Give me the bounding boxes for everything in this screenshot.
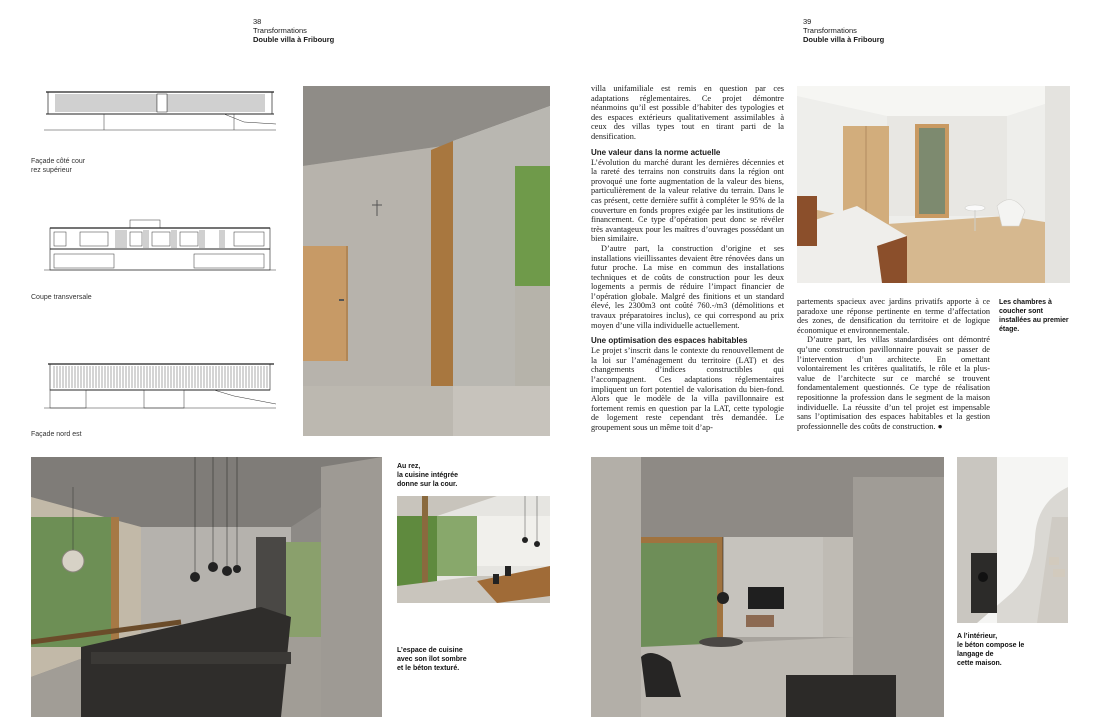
caption-line: A l’intérieur, [957,633,998,640]
caption-line: la cuisine intégrée [397,472,459,479]
cross-section-caption: Coupe transversale [31,294,92,301]
page-title: Double villa à Fribourg [253,35,335,44]
caption-line: cette maison. [957,660,1002,667]
paragraph: villa unifamiliale est remis en question par ces adaptations réglementaires. Ce projet démontre néanmoins qu’il est possible d’habiter des typologies et des espaces extérieurs qualitativement assimilables à ceux des villas types tout en tirant parti de la densification. [591,84,784,141]
facade-courtyard-drawing [44,84,276,138]
page-title: Double villa à Fribourg [803,35,885,44]
staircase-caption [957,632,1024,668]
window-corner-photo [303,86,550,436]
caption-line: installées au premier [999,317,1069,324]
island-caption [397,646,467,673]
section-heading: Une optimisation des espaces habitables [591,336,748,346]
facade-northeast-drawing [44,360,276,414]
caption-line: Au rez, [397,463,421,470]
bedroom-photo [797,86,1070,283]
right-page-header [803,17,884,44]
caption-line: donne sur la cour. [397,481,458,488]
caption-line: et le béton texturé. [397,665,460,672]
caption-line: L’espace de cuisine [397,647,463,654]
caption-line: rez supérieur [31,167,72,174]
caption-line: Façade côté cour [31,158,86,165]
cross-section-drawing [44,218,276,276]
paragraph: L’évolution du marché durant les dernières décennies et la rareté des terrains non construits dans la région ont provoqué une forte augmentation de la valeur des biens, particulièrement de la valeur relative du terrain. Dans le cas présent, cette dernière suffit à compléter le 95% de la couverture en fonds propres exigée par les institutions de financement. Ce type d’opération peut donc se révéler très avantageux pour les maîtres d’ouvrages possédant un bien similaire. [591,157,784,244]
caption-line: étage. [999,326,1020,333]
paragraph: Le projet s’inscrit dans le contexte du renouvellement de la loi sur l’aménagement du territoire (LAT) et des changements d’indices constructibles qui l’accompagnent. Ces adaptations réglementaires impliquent un fort potentiel de valorisation du bien-fond. Alors que le modèle de la villa pavillonnaire est fortement remis en question par la LAT, cette typologie de logement reste cependant très demandée. Le groupement sous un même toit d’ap- [591,346,784,432]
section-label: Transformations [803,26,857,35]
page-number: 39 [803,17,812,26]
caption-line: Les chambres à [999,299,1052,306]
kitchen-main-photo [31,457,382,717]
staircase-photo [957,457,1068,623]
section-label: Transformations [253,26,307,35]
caption-line: avec son îlot sombre [397,656,467,663]
page-number: 38 [253,17,262,26]
living-room-photo [591,457,944,717]
left-page-header [253,17,334,44]
kitchen-small-photo [397,496,550,603]
facade-northeast-caption: Façade nord est [31,431,82,438]
caption-line: le béton compose le [957,642,1025,649]
kitchen-caption [397,462,458,489]
facade-courtyard-caption [31,157,85,175]
paragraph: D’autre part, la construction d’origine et ses installations vieillissantes devaient être rénovées dans un futur proche. La mise en commun des installations techniques et de coûts de construction pour les deux logements a permis de réduire l’impact financier de l’opération globale. Malgré des finitions et un standard élevé, les 2300m3 ont coûté 760.-/m3 (démolitions et travaux préparatoires inclus), ce qui correspond au prix moyen d’une villa individuelle actuellement. [591,243,784,330]
caption-line: langage de [957,651,994,658]
article-column-1 [591,84,784,433]
section-heading: Une valeur dans la norme actuelle [591,147,721,157]
paragraph: partements spacieux avec jardins privatifs apporte à ce paradoxe une réponse pertinente en terme d’affectation des zones, de densification du territoire et de logique économique et environnementale. [797,297,990,335]
article-column-2 [797,297,990,431]
bedroom-caption [999,298,1069,334]
caption-line: coucher sont [999,308,1043,315]
paragraph: D’autre part, les villas standardisées ont démontré qu’une construction pavillonnaire pouvait se passer de l’intervention d’un architecte. En omettant volontairement les critères qualitatifs, le rôle et la plus-value de l’architecte sur ce marché se trouvent fondamentalement questionnés. Ce type de réalisation repositionne la profession dans le segment de la maison individuelle. La réussite d’un tel projet est impensable sans l’optimisation des espaces habitables et la gestion professionnelle des coûts de construction. ● [797,335,990,431]
